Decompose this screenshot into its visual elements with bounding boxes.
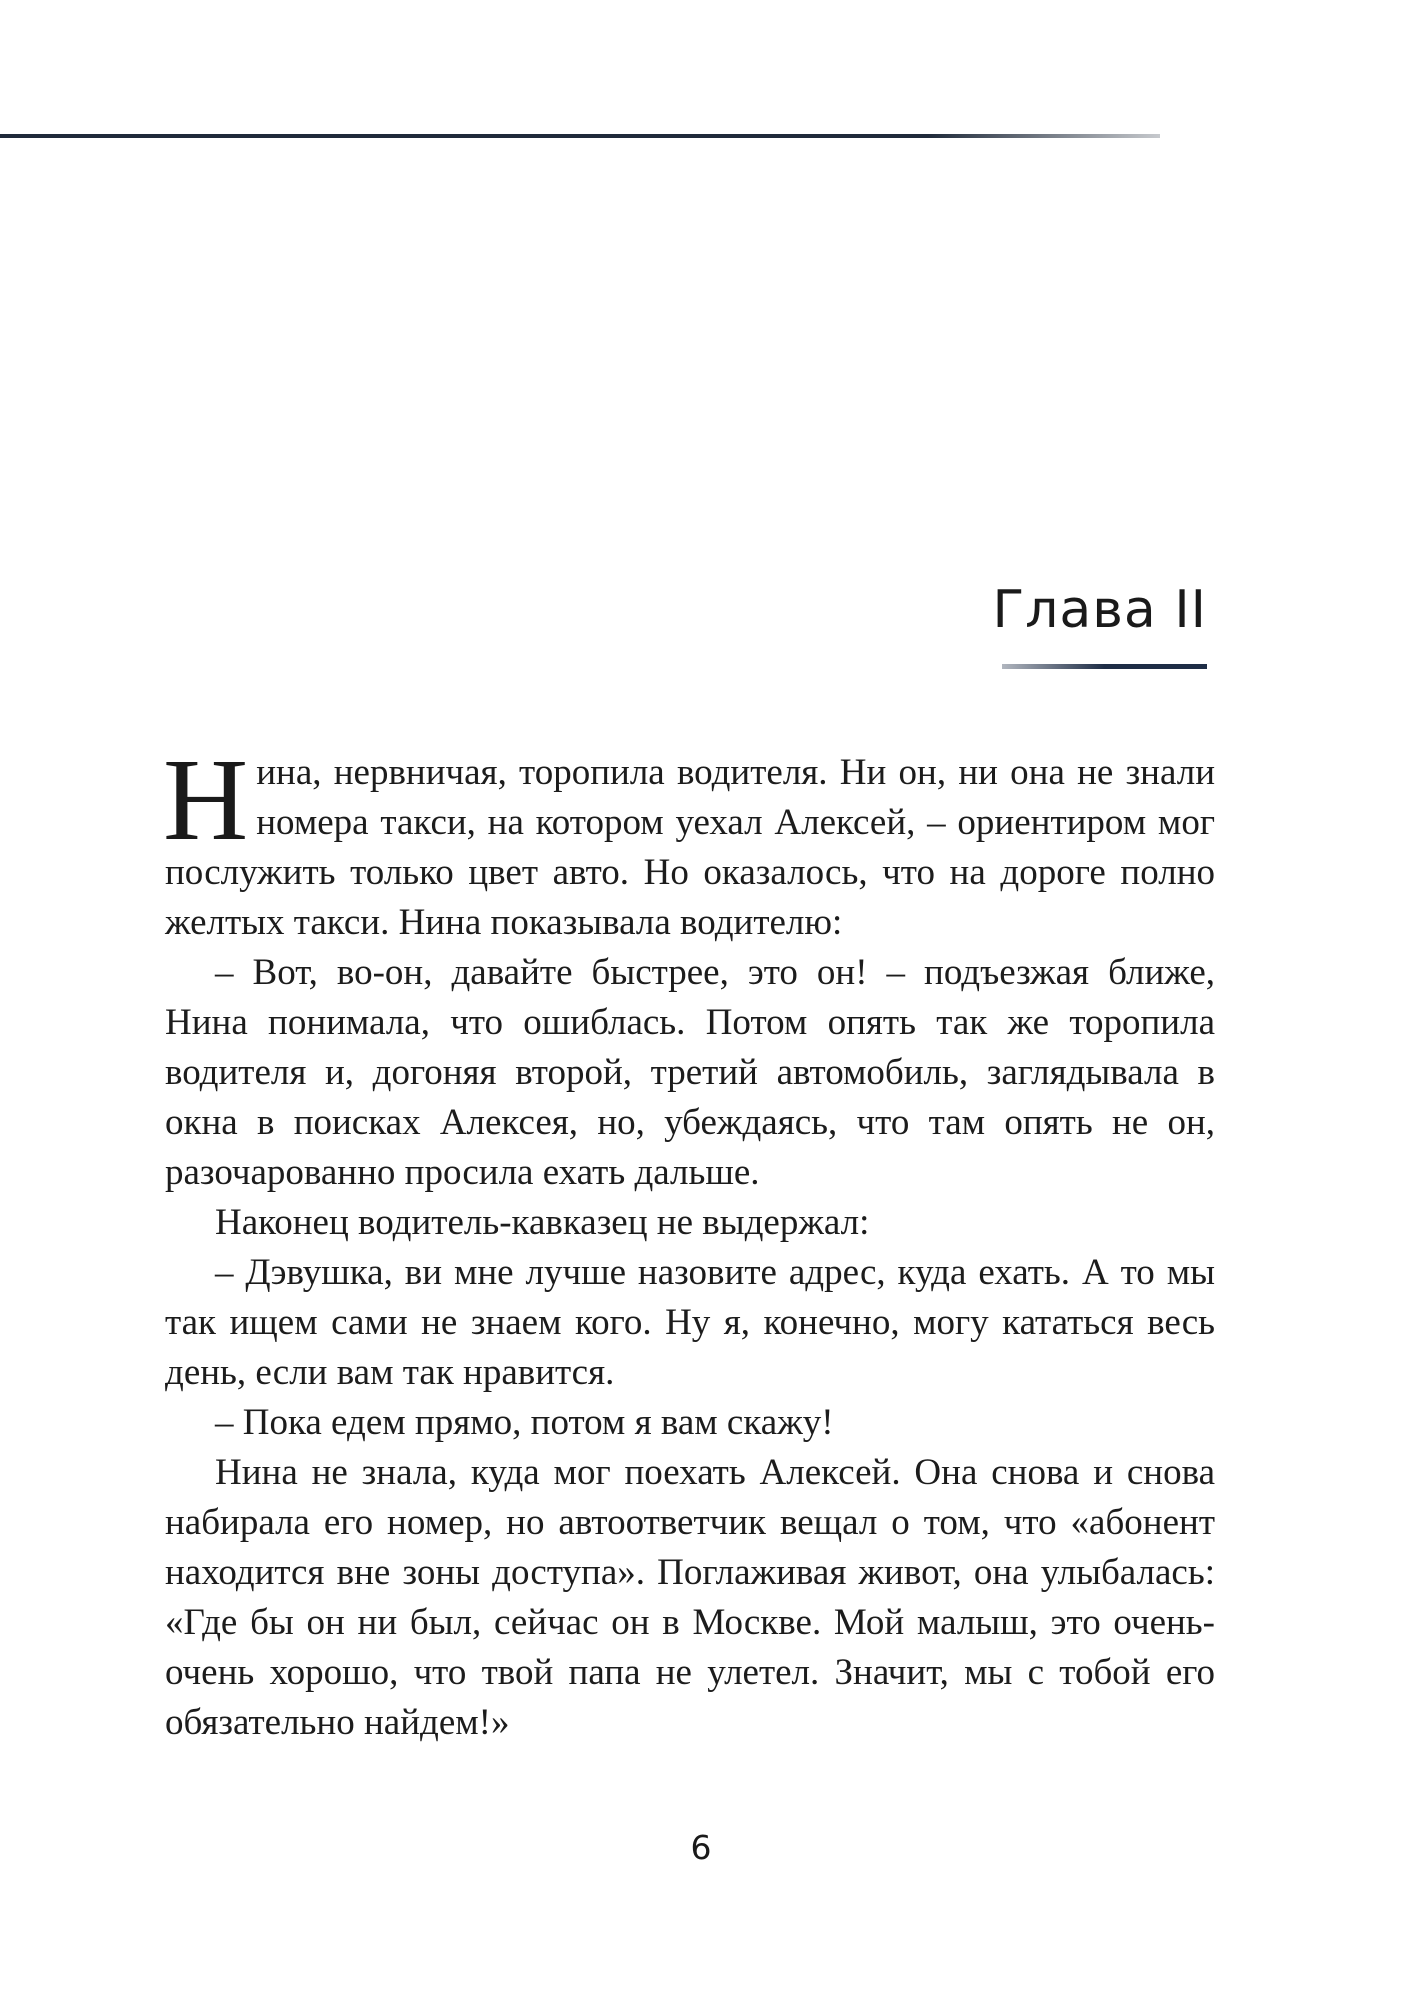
paragraph-6: Нина не знала, куда мог поехать Алексей. Она снова и снова набирала его номер, но автоответчик вещал о том, что «абонент находится вне зоны доступа». Поглаживая живот, она улыбалась: «Где бы он ни был, сейчас он в Москве. Мой малыш, это очень-очень хорошо, что твой папа не улетел. Значит, мы с тобой его обязательно найдем!»	[165, 1452, 1215, 1743]
paragraph-5: – Пока едем прямо, потом я вам скажу!	[215, 1402, 834, 1443]
drop-cap: Н	[163, 734, 249, 865]
paragraph-4: – Дэвушка, ви мне лучше назовите адрес, куда ехать. А то мы так ищем сами не знаем кого. Ну я, конечно, могу кататься весь день, если вам так нравится.	[165, 1252, 1215, 1393]
chapter-title: Глава II	[992, 580, 1207, 640]
paragraph-1	[163, 734, 1215, 948]
page-number: 6	[690, 1828, 712, 1867]
chapter-title-underline	[1002, 664, 1207, 669]
paragraph-1-text: ина, нервничая, торопила водителя. Ни он, ни она не знали номера такси, на котором уехал Алексей, – ориентиром мог послужить только цвет авто. Но оказалось, что на дороге полно желтых такси. Нина показывала водителю:	[165, 752, 1215, 943]
body-text	[163, 734, 1215, 1748]
paragraph-2: – Вот, во-он, давайте быстрее, это он! – подъезжая ближе, Нина понимала, что ошиблась. Потом опять так же торопила водителя и, догоняя второй, третий автомобиль, заглядывала в окна в поисках Алексея, но, убеждаясь, что там опять не он, разочарованно просила ехать дальше.	[165, 952, 1215, 1193]
paragraph-3: Наконец водитель-кавказец не выдержал:	[215, 1202, 870, 1243]
header-rule	[0, 134, 1160, 138]
